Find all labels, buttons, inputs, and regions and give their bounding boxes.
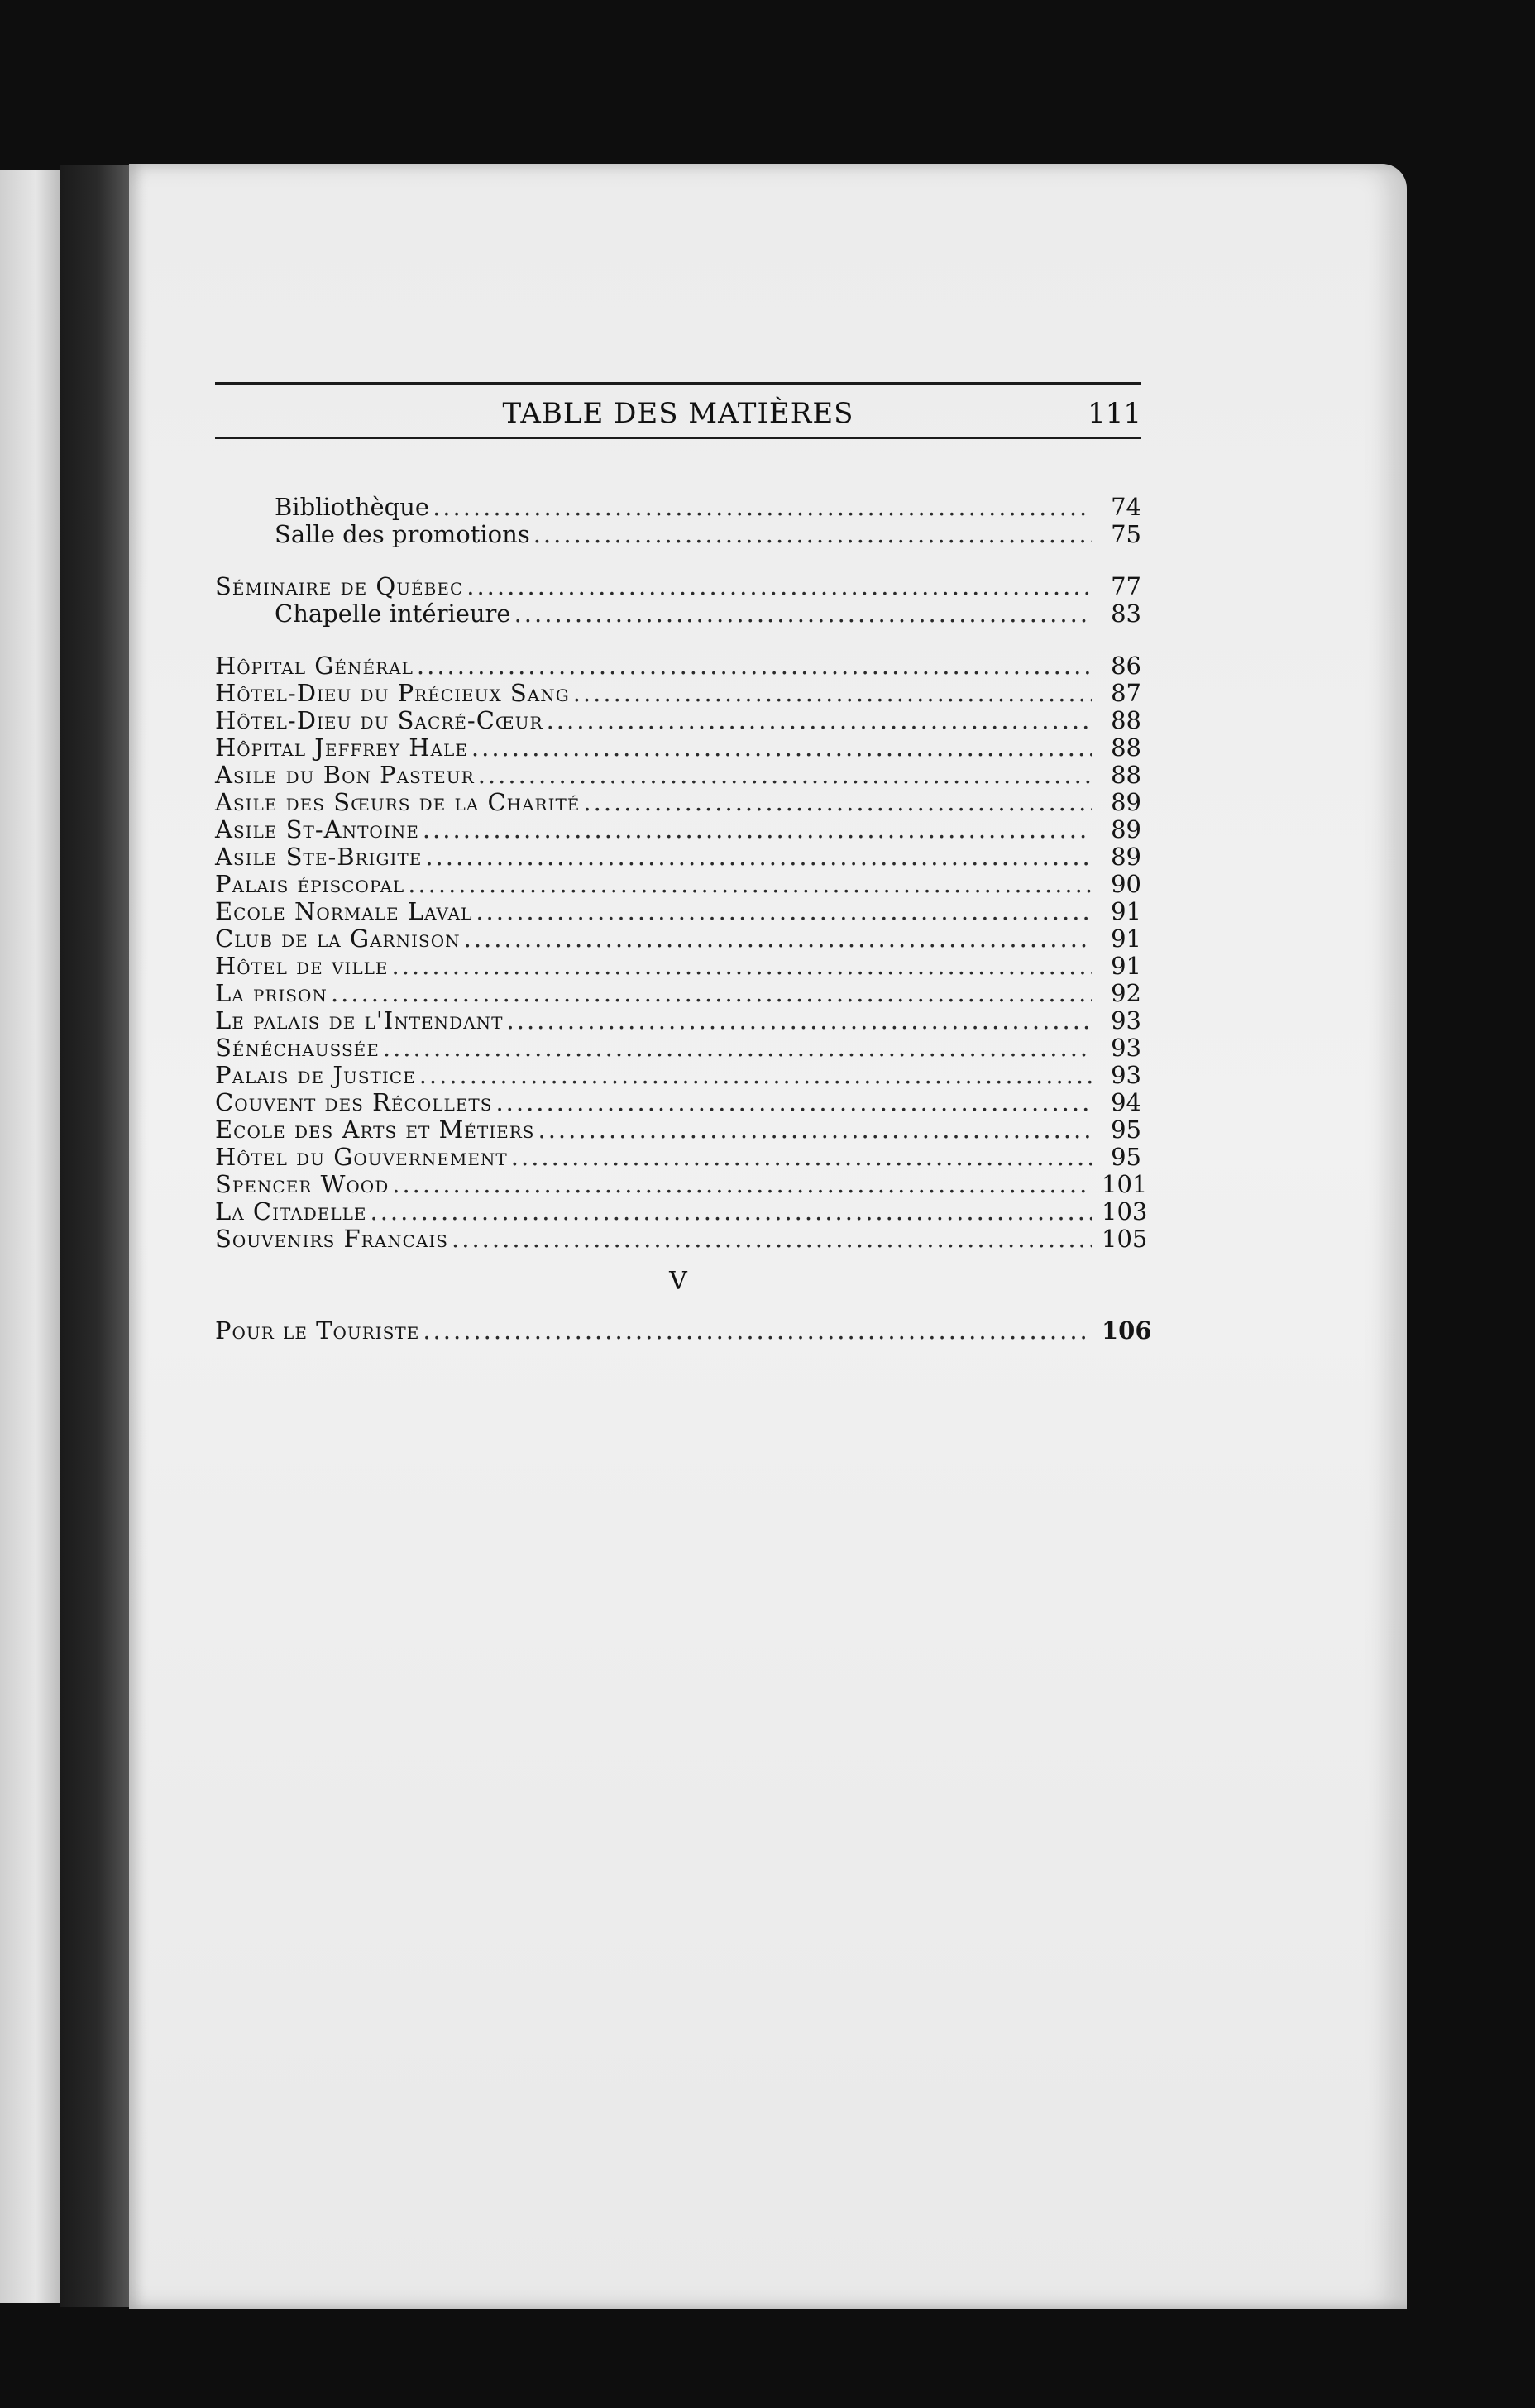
toc-entry-page: 90 [1111,870,1141,898]
toc-entry-page: 87 [1111,679,1141,707]
toc-entry [215,733,1141,761]
dot-leader [408,870,1092,898]
toc-entry [215,952,1141,979]
toc-entry [215,897,1141,924]
toc-entry-title: Hôpital Général [215,652,414,680]
toc-entry-title: Couvent des Récollets [215,1088,493,1116]
toc-entry-title: Pour le Touriste [215,1316,420,1345]
page-title: TABLE DES MATIÈRES [502,397,854,430]
toc-entry-page: 88 [1111,761,1141,789]
page-number: 111 [1088,397,1141,430]
dot-leader [423,815,1092,843]
toc-entry [215,1225,1148,1253]
previous-page-edge [0,170,60,2303]
toc-entry-page: 86 [1111,652,1141,680]
dot-leader [425,843,1092,871]
toc-entry-title: Séminaire de Québec [215,572,464,600]
toc-entry-page: 105 [1102,1225,1148,1253]
dot-leader [452,1225,1092,1253]
toc-entry [215,1006,1141,1034]
toc-entry [215,870,1141,897]
dot-leader [538,1116,1092,1144]
group-spacer [215,547,1141,572]
toc-entry-title: Palais de Justice [215,1061,416,1089]
dot-leader [533,520,1092,548]
toc-entry-title: Hôpital Jeffrey Hale [215,733,468,762]
dot-leader [507,1006,1092,1034]
toc-entry [215,493,1141,520]
dot-leader [464,924,1092,953]
toc-entry [215,761,1141,788]
toc-entry-page: 77 [1111,572,1141,600]
dot-leader [423,1316,1092,1345]
toc-entry [215,679,1141,706]
toc-entry [215,520,1141,547]
toc-entry [215,1061,1141,1088]
dot-leader [511,1143,1092,1171]
toc-entry-page: 106 [1102,1316,1152,1345]
toc-entry-title: Chapelle intérieure [275,600,511,628]
toc-entry-title: Hôtel de ville [215,952,389,980]
toc-entry-title: Ecole des Arts et Métiers [215,1116,535,1144]
toc-entry [215,1316,1152,1345]
dot-leader [331,979,1092,1007]
toc-entry-title: Club de la Garnison [215,924,461,953]
toc-entry [215,1197,1148,1226]
toc-entry-title: Asile St-Antoine [215,815,419,843]
toc-entry-page: 89 [1111,788,1141,816]
toc-entry-page: 91 [1111,897,1141,925]
dot-leader [476,897,1092,925]
running-head [215,390,1141,432]
toc-entry-title: Souvenirs Francais [215,1225,449,1253]
dot-leader [392,1170,1092,1198]
toc-entry-title: Asile du Bon Pasteur [215,761,475,789]
toc-entry-page: 95 [1111,1143,1141,1171]
toc-entry-page: 93 [1111,1034,1141,1062]
toc-entry-page: 75 [1111,520,1141,548]
dot-leader [478,761,1092,789]
toc-entry [215,788,1141,815]
toc-entry-title: Asile des Sœurs de la Charité [215,788,581,816]
toc-entry-page: 83 [1111,600,1141,628]
toc-entry-page: 89 [1111,843,1141,871]
dot-leader [391,952,1092,980]
toc-entry [215,1143,1141,1170]
dot-leader [514,600,1092,628]
toc-entry-title: Hôtel-Dieu du Précieux Sang [215,679,570,707]
toc-entry [215,652,1141,679]
dot-leader [433,493,1092,521]
toc-entry-title: Le palais de l'Intendant [215,1006,504,1034]
toc-entry [215,1088,1141,1116]
toc-entry-title: La Citadelle [215,1197,367,1226]
toc-entry [215,815,1141,843]
toc-entry-page: 91 [1111,952,1141,980]
toc-entry-title: Asile Ste-Brigite [215,843,423,871]
toc-entry-title: La prison [215,979,328,1007]
toc-entry [215,572,1141,600]
dot-leader [573,679,1092,707]
dot-leader [419,1061,1092,1089]
group-spacer [215,627,1141,652]
toc-entry-page: 95 [1111,1116,1141,1144]
toc-entry-title: Spencer Wood [215,1170,390,1198]
header-rule-top [215,382,1141,385]
dot-leader [383,1034,1092,1062]
toc-entry [215,924,1141,952]
section-heading-v: V [669,1267,687,1296]
toc-entry-page: 88 [1111,733,1141,762]
toc-entry-title: Bibliothèque [275,493,430,521]
dot-leader [583,788,1092,816]
toc-entry-title: Hôtel-Dieu du Sacré-Cœur [215,706,543,734]
toc-entry [215,600,1141,627]
toc-entry [215,1116,1141,1143]
toc-entry [215,1170,1148,1198]
dot-leader [547,706,1092,734]
dot-leader [371,1197,1093,1226]
toc-entry-page: 89 [1111,815,1141,843]
toc-entry-title: Ecole Normale Laval [215,897,473,925]
book-page [129,164,1407,2309]
toc-entry [215,979,1141,1006]
table-of-contents [215,493,1152,1345]
dot-leader [466,572,1092,600]
toc-entry-page: 91 [1111,924,1141,953]
toc-entry [215,706,1141,733]
toc-entry-page: 74 [1111,493,1141,521]
toc-entry-page: 88 [1111,706,1141,734]
toc-entry-title: Hôtel du Gouvernement [215,1143,508,1171]
toc-entry-page: 103 [1102,1197,1148,1226]
toc-entry-title: Palais épiscopal [215,870,405,898]
dot-leader [495,1088,1092,1116]
toc-entry-page: 94 [1111,1088,1141,1116]
toc-entry-page: 93 [1111,1006,1141,1034]
toc-entry-title: Sénéchaussée [215,1034,380,1062]
toc-entry [215,843,1141,870]
toc-entry-page: 101 [1102,1170,1148,1198]
toc-entry-page: 92 [1111,979,1141,1007]
toc-entry-page: 93 [1111,1061,1141,1089]
toc-entry [215,1034,1141,1061]
header-rule-bottom [215,437,1141,439]
toc-entry-title: Salle des promotions [275,520,530,548]
book-gutter [60,165,129,2307]
dot-leader [471,733,1092,762]
dot-leader [417,652,1092,680]
